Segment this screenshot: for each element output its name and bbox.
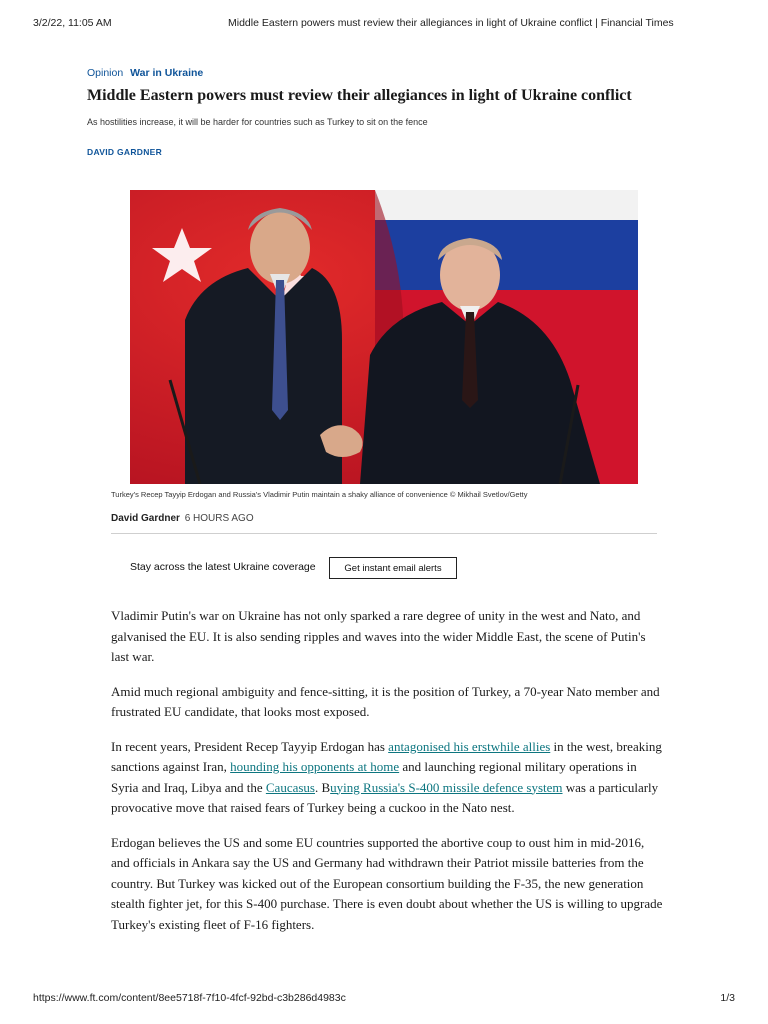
paragraph-3-text: . B <box>314 779 331 795</box>
paragraph-3-text: In recent years, President Recep Tayyip Erdogan has <box>111 738 389 754</box>
print-page-number: 1/3 <box>720 992 735 1004</box>
byline <box>111 513 254 524</box>
paragraph-1: Vladimir Putin's war on Ukraine has not only sparked a rare degree of unity in the west and Nato, and galvanised the EU. It is also sending ripples and waves into the wider Middle East, the scene of Putin's last war. <box>111 608 646 664</box>
publish-time: 6 HOURS AGO <box>184 513 254 524</box>
topic-line <box>87 67 203 79</box>
link-s400-purchase[interactable]: uying Russia's S-400 missile defence system <box>330 779 563 795</box>
link-hounding-opponents[interactable]: hounding his opponents at home <box>230 759 400 774</box>
paragraph-2: Amid much regional ambiguity and fence-sitting, it is the position of Turkey, a 70-year Nato member and frustrated EU candidate, that looks most exposed. <box>111 683 660 719</box>
email-alerts-button[interactable]: Get instant email alerts <box>329 557 457 579</box>
print-page-title: Middle Eastern powers must review their allegiances in light of Ukraine conflict | Financial Times <box>228 17 674 29</box>
print-url: https://www.ft.com/content/8ee5718f-7f10-4fcf-92bd-c3b286d4983c <box>33 992 346 1004</box>
paragraph-3-text: and launching regional military operations in Syria and Iraq, Libya and the <box>111 759 637 795</box>
print-header <box>33 17 735 31</box>
photo-illustration <box>130 190 638 484</box>
link-antagonised-allies[interactable]: antagonised his erstwhile allies <box>388 738 551 754</box>
print-date: 3/2/22, 11:05 AM <box>33 17 112 29</box>
opinion-label[interactable]: Opinion <box>87 67 124 79</box>
paragraph-4: Erdogan believes the US and some EU countries supported the abortive coup to oust him in mid-2016, and officials in Ankara say the US and Germany had withdrawn their Patriot missile batteries from the country. But Turkey was kicked out of the European consortium building the F-35, the new generation stealth fighter jet, for this S-400 purchase. There is even doubt about whether the US is willing to upgrade Turkey's existing fleet of F-16 fighters. <box>111 834 663 932</box>
article-body <box>111 606 663 949</box>
link-caucasus[interactable]: Caucasus <box>265 779 315 795</box>
byline-author[interactable]: David Gardner <box>111 513 180 524</box>
topic-tag-war-in-ukraine[interactable]: War in Ukraine <box>130 67 204 79</box>
author-link[interactable]: DAVID GARDNER <box>87 147 163 157</box>
article-standfirst: As hostilities increase, it will be harder for countries such as Turkey to sit on the fence <box>87 117 428 127</box>
paragraph-3 <box>111 737 663 819</box>
photo-caption: Turkey's Recep Tayyip Erdogan and Russia's Vladimir Putin maintain a shaky alliance of convenience © Mikhail Svetlov/Getty <box>111 490 528 499</box>
alerts-prompt: Stay across the latest Ukraine coverage <box>130 561 316 573</box>
article-hero-photo <box>130 190 638 484</box>
article-headline: Middle Eastern powers must review their allegiances in light of Ukraine conflict <box>87 87 632 104</box>
paragraph-3-text: in the west, breaking sanctions against Iran, <box>111 738 662 774</box>
paragraph-3-text: was a particularly provocative move that raised fears of Turkey being a cuckoo in the Nato nest. <box>111 779 659 815</box>
print-footer <box>33 992 735 1006</box>
section-divider <box>111 533 657 534</box>
